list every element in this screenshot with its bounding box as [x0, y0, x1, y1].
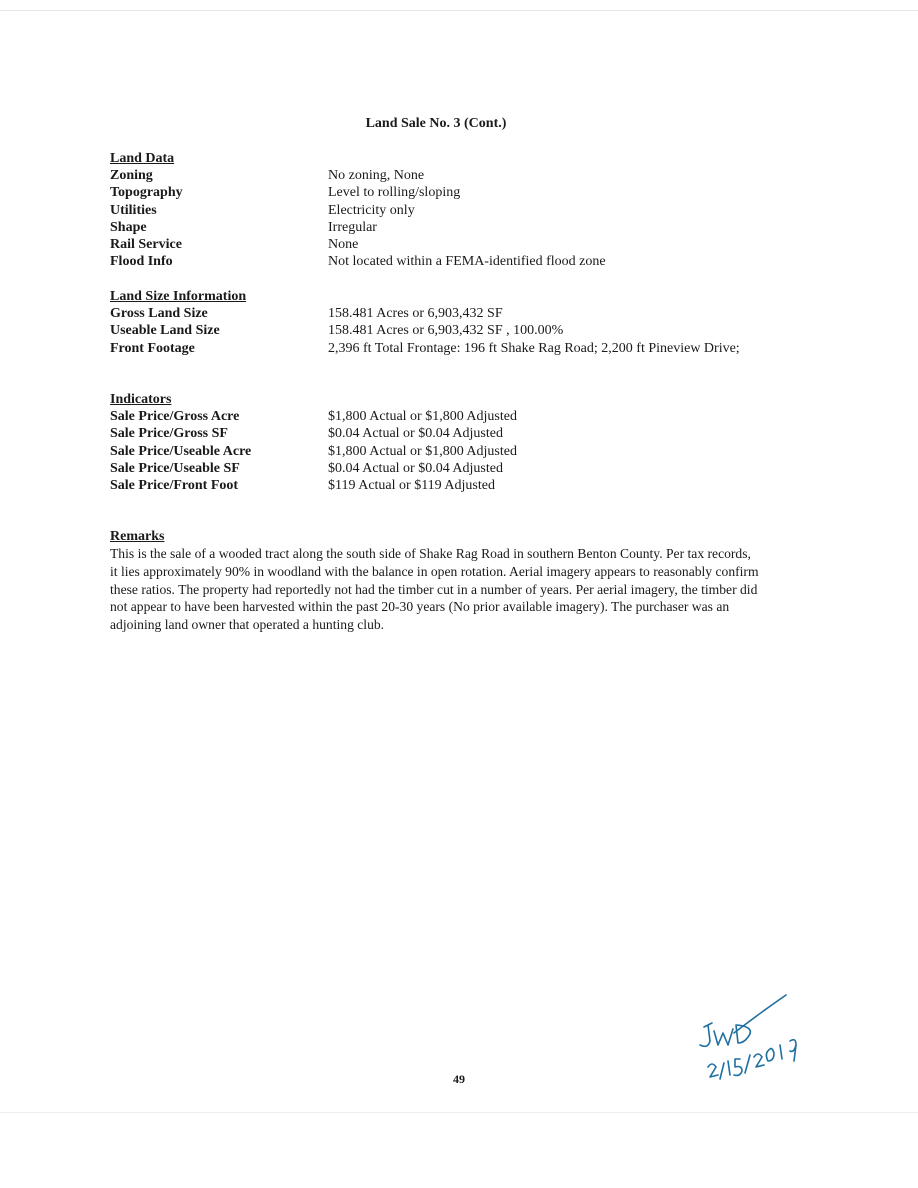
- row-value: $0.04 Actual or $0.04 Adjusted: [328, 460, 503, 476]
- row-value: $119 Actual or $119 Adjusted: [328, 478, 495, 493]
- land-data-row: [110, 202, 770, 219]
- land-size-section: [110, 288, 770, 357]
- row-label: Useable Land Size: [110, 323, 220, 339]
- row-label: Rail Service: [110, 237, 182, 252]
- row-value: 158.481 Acres or 6,903,432 SF: [328, 306, 503, 322]
- row-value: 158.481 Acres or 6,903,432 SF , 100.00%: [328, 323, 564, 339]
- land-size-row: [110, 322, 770, 339]
- land-data-heading: Land Data: [110, 151, 175, 166]
- row-value: $1,800 Actual or $1,800 Adjusted: [328, 443, 517, 459]
- page-number: 49: [453, 1072, 465, 1086]
- indicator-row: [110, 425, 770, 442]
- land-size-row: [110, 340, 770, 357]
- row-label: Zoning: [110, 168, 153, 184]
- row-value: $1,800 Actual or $1,800 Adjusted: [328, 409, 517, 425]
- row-label: Sale Price/Gross SF: [110, 426, 228, 442]
- remarks-text: This is the sale of a wooded tract along the south side of Shake Rag Road in southern Benton County. Per tax records, it lies approximately 90% in woodland with the balance in open rotation. Aerial imagery appears to reasonably confirm these ratios. The property had reportedly not had the timber cut in a number of years. Per aerial imagery, the timber did not appear to have been harvested within the past 20-30 years (No prior available imagery). The purchaser was an adjoining land owner that operated a hunting club.: [110, 546, 759, 632]
- indicator-row: [110, 443, 770, 460]
- row-value: 2,396 ft Total Frontage: 196 ft Shake Rag Road; 2,200 ft Pineview Drive;: [328, 340, 740, 356]
- row-label: Gross Land Size: [110, 306, 208, 322]
- land-data-section: [110, 150, 770, 270]
- page-title: Land Sale No. 3 (Cont.): [365, 116, 507, 131]
- row-value: None: [328, 237, 359, 252]
- indicator-row: [110, 460, 770, 477]
- land-data-row: [110, 253, 770, 270]
- land-data-row: [110, 236, 770, 253]
- row-value: Not located within a FEMA-identified flood zone: [328, 254, 606, 270]
- scan-edge-top: [0, 10, 918, 11]
- remarks-heading: Remarks: [110, 529, 165, 544]
- land-size-row: [110, 305, 770, 322]
- indicators-section: [110, 391, 770, 494]
- row-value: Irregular: [328, 219, 377, 235]
- row-value: Electricity only: [328, 202, 415, 218]
- land-data-row: [110, 184, 770, 201]
- row-label: Topography: [110, 185, 183, 201]
- indicator-row: [110, 408, 770, 425]
- remarks-section: [110, 528, 760, 634]
- row-label: Flood Info: [110, 254, 173, 270]
- row-label: Sale Price/Front Foot: [110, 478, 239, 493]
- row-label: Sale Price/Useable SF: [110, 460, 240, 476]
- land-data-row: [110, 167, 770, 184]
- row-label: Sale Price/Useable Acre: [110, 443, 252, 459]
- row-label: Front Footage: [110, 340, 195, 356]
- row-value: No zoning, None: [328, 168, 425, 184]
- row-label: Utilities: [110, 202, 157, 218]
- row-label: Sale Price/Gross Acre: [110, 409, 240, 425]
- scan-edge-bottom: [0, 1112, 918, 1113]
- row-value: $0.04 Actual or $0.04 Adjusted: [328, 426, 503, 442]
- row-label: Shape: [110, 219, 147, 235]
- row-value: Level to rolling/sloping: [328, 185, 461, 201]
- handwritten-signature: [690, 975, 820, 1095]
- indicators-heading: Indicators: [110, 392, 172, 407]
- indicator-row: [110, 477, 770, 494]
- land-data-row: [110, 219, 770, 236]
- land-size-heading: Land Size Information: [110, 289, 247, 304]
